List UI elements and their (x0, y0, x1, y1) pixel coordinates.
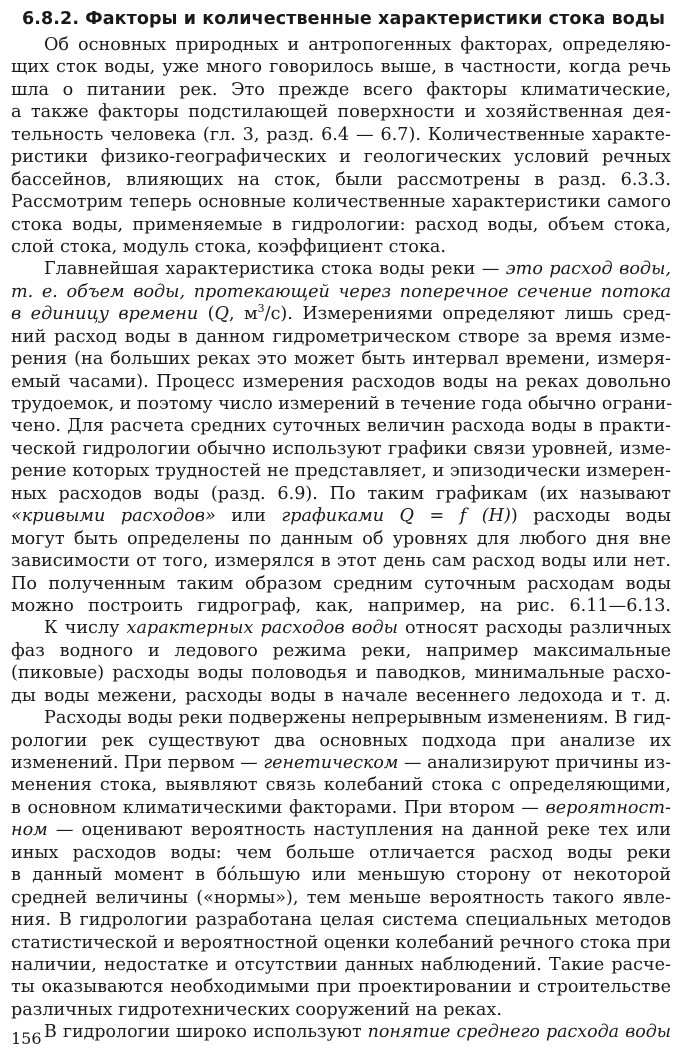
text-line (11, 460, 671, 482)
text-run: в основном климатическими факторами. При втором — (11, 797, 546, 818)
text-line (11, 281, 671, 303)
text-line (11, 79, 671, 101)
italic-run: понятие среднего расхода воды (367, 1022, 671, 1043)
text-run: относят расходы различных (397, 618, 671, 639)
italic-run: Q (214, 304, 229, 325)
text-run: изменений. При первом — (11, 753, 264, 773)
text-run: стока воды, применяемые в гидрологии: расход воды, объем стока, (11, 214, 671, 235)
text-line (11, 146, 671, 168)
text-run: шла о питании рек. Это прежде всего факторы климатические, (11, 79, 671, 100)
text-run: К числу (44, 618, 127, 639)
paragraph (11, 34, 671, 258)
text-run: фаз водного и ледового режима реки, например максимальные (11, 640, 671, 661)
section-heading: 6.8.2. Факторы и количественные характеристики стока воды (22, 9, 666, 29)
text-run: бассейнов, влияющих на сток, были рассмотрены в разд. 6.3.3. (11, 169, 671, 190)
text-line (11, 887, 671, 909)
text-line (11, 842, 671, 864)
text-run: емый часами). Процесс измерения расходов воды на реках довольно (11, 371, 671, 392)
text-run: можно построить гидрограф, как, например, на рис. 6.11—6.13. (11, 595, 671, 616)
text-run: трудоемок, и поэтому число измерений в течение года обычно ограни- (11, 394, 673, 414)
text-run: По полученным таким образом средним суточным расходам воды (11, 573, 671, 594)
italic-run: генетическом (263, 753, 399, 773)
text-line (11, 56, 671, 78)
text-line (11, 438, 671, 460)
body-text (11, 34, 671, 1044)
text-line (11, 640, 671, 662)
text-run: ( (198, 304, 215, 325)
paragraph (11, 258, 671, 617)
text-line (11, 214, 671, 236)
text-line (11, 954, 671, 976)
text-run: тельность человека (гл. 3, разд. 6.4 — 6.7). Количественные характе- (11, 124, 671, 145)
text-run: зависимости от того, измерялся в этот день сам расход воды или нет. (11, 551, 671, 572)
text-line (11, 617, 671, 639)
text-run: различных гидротехнических сооружений на реках. (11, 999, 502, 1020)
text-line (11, 236, 671, 258)
text-line (11, 932, 671, 954)
italic-run: вероятност- (545, 797, 671, 818)
text-line (11, 34, 671, 56)
text-line (11, 326, 671, 348)
text-run: менения стока, выявляют связь колебаний стока с определяющими, (11, 775, 671, 796)
text-line (11, 348, 671, 370)
text-line (11, 191, 671, 213)
text-run: , м (228, 304, 258, 325)
text-line (11, 999, 671, 1021)
text-run: могут быть определены по данным об уровнях для любого дня вне (11, 528, 671, 549)
paragraph (11, 617, 671, 707)
text-run: /с). Измерениями определяют лишь сред- (264, 304, 671, 325)
text-line (11, 258, 671, 280)
text-run: В гидрологии широко используют (44, 1022, 368, 1043)
text-run: рологии рек существуют два основных подхода при анализе их (11, 730, 671, 751)
italic-run: в единицу времени (11, 304, 199, 325)
text-line (11, 662, 671, 684)
text-run: Рассмотрим теперь основные количественные характеристики самого (11, 192, 671, 213)
text-run: Главнейшая характеристика стока воды реки — (44, 259, 506, 280)
text-line (11, 505, 671, 527)
text-run: ты оказываются необходимыми при проектировании и строительстве (11, 977, 671, 998)
text-line (11, 415, 671, 437)
text-run: — анализируют причины из- (398, 753, 671, 773)
text-line (11, 752, 671, 774)
text-run: ) расходы воды (510, 506, 671, 527)
text-line (11, 169, 671, 191)
text-line (11, 864, 671, 886)
text-line (11, 393, 671, 415)
text-run: ных расходов воды (разд. 6.9). По таким графикам (их называют (11, 483, 671, 504)
text-line (11, 371, 671, 393)
text-run: (пиковые) расходы воды половодья и паводков, минимальные расхо- (11, 663, 671, 684)
text-run: чено. Для расчета средних суточных величин расхода воды в практи- (11, 416, 671, 437)
text-line (11, 124, 671, 146)
page-number: 156 (11, 1029, 42, 1048)
italic-run: это расход воды, (505, 259, 671, 280)
text-line (11, 1021, 671, 1043)
italic-run: т. е. объем воды, протекающей через поперечное сечение потока (11, 281, 671, 302)
text-line (11, 573, 671, 595)
text-run: а также факторы подстилающей поверхности и хозяйственная дея- (11, 102, 671, 123)
text-line (11, 595, 671, 617)
superscript: 3 (257, 302, 265, 316)
text-run: ристики физико-географических и геологических условий речных (11, 147, 671, 168)
text-run: ческой гидрологии обычно используют графики связи уровней, изме- (11, 438, 671, 459)
text-run: Расходы воды реки подвержены непрерывным изменениям. В гид- (44, 708, 671, 729)
text-run: ний расход воды в данном гидрометрическом створе за время изме- (11, 326, 671, 347)
text-line (11, 774, 671, 796)
text-run: иных расходов воды: чем больше отличается расход воды реки (11, 842, 671, 863)
text-run: рение которых трудностей не представляет, и эпизодически измерен- (11, 461, 671, 482)
text-run: щих сток воды, уже много говорилось выше, в частности, когда речь (11, 57, 671, 78)
text-run: слой стока, модуль стока, коэффициент стока. (11, 236, 446, 257)
text-line (11, 976, 671, 998)
italic-run: графиками Q = f (H) (281, 506, 511, 527)
text-line (11, 528, 671, 550)
text-line (11, 483, 671, 505)
paragraph (11, 707, 671, 1021)
text-run: ды воды межени, расходы воды в начале весеннего ледохода и т. д. (11, 685, 671, 706)
text-run: — оценивают вероятность наступления на данной реке тех или (47, 820, 671, 841)
text-line (11, 707, 671, 729)
text-line (11, 685, 671, 707)
text-run: ния. В гидрологии разработана целая система специальных методов (11, 910, 671, 931)
text-run: рения (на больших реках это может быть интервал времени, измеря- (11, 349, 671, 370)
italic-run: «кривыми расходов» (11, 506, 216, 527)
italic-run: характерных расходов воды (126, 618, 398, 639)
text-line (11, 797, 671, 819)
text-run: в данный момент в бóльшую или меньшую сторону от некоторой (11, 865, 671, 886)
text-run: Об основных природных и антропогенных факторах, определяю- (44, 35, 671, 55)
text-run: наличии, недостатке и отсутствии данных наблюдений. Такие расче- (11, 954, 671, 975)
text-line (11, 550, 671, 572)
text-run: статистической и вероятностной оценки колебаний речного стока при (11, 932, 671, 953)
italic-run: ном (11, 820, 48, 841)
text-line (11, 101, 671, 123)
paragraph (11, 1021, 671, 1043)
text-run: или (215, 506, 282, 527)
text-line (11, 819, 671, 841)
text-line (11, 303, 671, 325)
text-line (11, 909, 671, 931)
text-run: средней величины («нормы»), тем меньше вероятность такого явле- (11, 887, 671, 908)
text-line (11, 730, 671, 752)
